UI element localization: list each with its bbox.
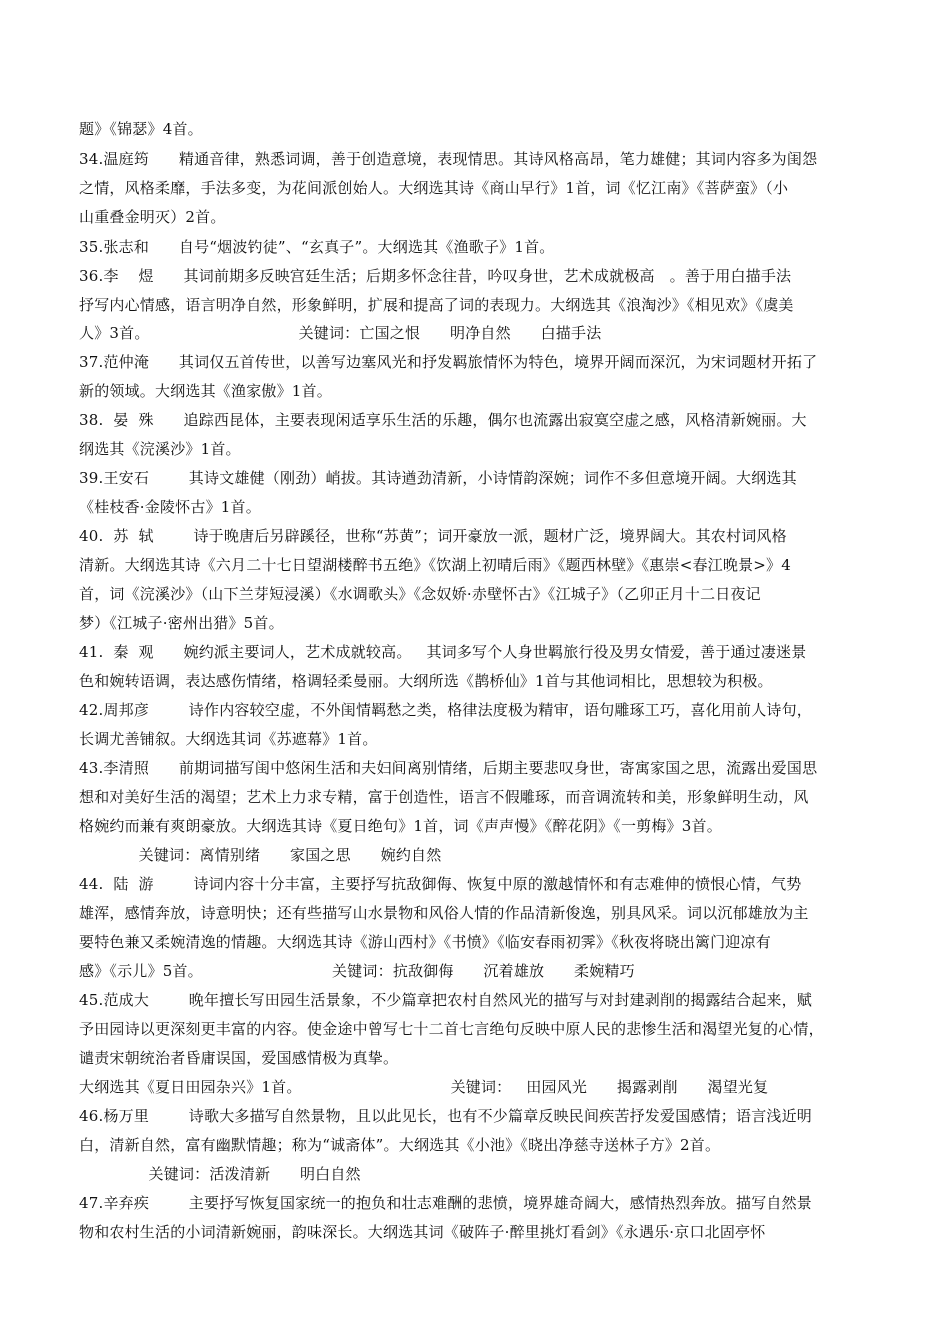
text-line: 《桂枝香·金陵怀古》1首。 [79,498,261,516]
text-line: 之情，风格柔靡，手法多变，为花间派创始人。大纲选其诗《商山早行》1首，词《忆江南》《菩萨蛮》（小 [79,179,789,197]
text-line: 43.李清照 前期词描写闺中悠闲生活和夫妇间离别情绪，后期主要悲叹身世，寄寓家国之思，流露出爱国思 [79,759,818,777]
text-line: 45.范成大 晚年擅长写田园生活景象，不少篇章把农村自然风光的描写与对封建剥削的揭露结合起来，赋 [79,991,813,1009]
text-line: 感》《示儿》5首。 关键词：抗敌御侮 沉着雄放 柔婉精巧 [79,962,635,980]
text-line: 38. 晏 殊 追踪西昆体，主要表现闲适享乐生活的乐趣，偶尔也流露出寂寞空虚之感，风格清新婉丽。大 [79,411,807,429]
text-line: 关键词：离情别绪 家国之思 婉约自然 [79,846,442,864]
text-line: 长调尤善铺叙。大纲选其词《苏遮幕》1首。 [79,730,378,748]
text-line: 36.李 煜 其词前期多反映宫廷生活；后期多怀念往昔，吟叹身世，艺术成就极高 。善于用白描手法 [79,267,792,285]
text-line: 46.杨万里 诗歌大多描写自然景物，且以此见长，也有不少篇章反映民间疾苦抒发爱国感情；语言浅近明 [79,1107,813,1125]
text-line: 白，清新自然，富有幽默情趣；称为“诚斋体”。大纲选其《小池》《晓出净慈寺送林子方》2首。 [79,1136,721,1154]
text-line: 34.温庭筠 精通音律，熟悉词调，善于创造意境，表现情思。其诗风格高昂，笔力雄健；其词内容多为闺怨 [79,150,818,168]
text-line: 37.范仲淹 其词仅五首传世，以善写边塞风光和抒发羁旅情怀为特色，境界开阔而深沉，为宋词题材开拓了 [79,353,818,371]
text-line: 予田园诗以更深刻更丰富的内容。使金途中曾写七十二首七言绝句反映中原人民的悲惨生活和渴望光复的心情， [79,1020,824,1038]
text-line: 关键词：活泼清新 明白自然 [79,1165,361,1183]
text-line: 39.王安石 其诗文雄健（刚劲）峭拔。其诗遒劲清新，小诗情韵深婉；词作不多但意境开阔。大纲选其 [79,469,797,487]
text-line: 格婉约而兼有爽朗豪放。大纲选其诗《夏日绝句》1首，词《声声慢》《醉花阴》《一剪梅》3首。 [79,817,722,835]
text-line: 大纲选其《夏日田园杂兴》1首。 关键词： 田园风光 揭露剥削 渴望光复 [79,1078,769,1096]
text-line: 抒写内心情感，语言明净自然，形象鲜明，扩展和提高了词的表现力。大纲选其《浪淘沙》《相见欢》《虞美 [79,296,794,314]
text-line: 谴责宋朝统治者昏庸误国，爱国感情极为真挚。 [79,1049,399,1067]
text-line: 要特色兼又柔婉清逸的情趣。大纲选其诗《游山西村》《书愤》《临安春雨初霁》《秋夜将晓出篱门迎凉有 [79,933,771,951]
text-line: 35.张志和 自号“烟波钓徒”、“玄真子”。大纲选其《渔歌子》1首。 [79,238,555,256]
text-line: 44. 陆 游 诗词内容十分丰富，主要抒写抗敌御侮、恢复中原的激越情怀和有志难伸的愤恨心情，气势 [79,875,802,893]
text-line: 人》3首。 关键词：亡国之恨 明净自然 白描手法 [79,324,602,342]
text-line: 梦）《江城子·密州出猎》5首。 [79,614,284,632]
text-line: 山重叠金明灭）2首。 [79,208,226,226]
text-line: 雄浑，感情奔放，诗意明快；还有些描写山水景物和风俗人情的作品清新俊逸，别具风采。词以沉郁雄放为主 [79,904,809,922]
text-line: 41. 秦 观 婉约派主要词人，艺术成就较高。 其词多写个人身世羁旅行役及男女情爱，善于通过凄迷景 [79,643,807,661]
text-line: 47.辛弃疾 主要抒写恢复国家统一的抱负和壮志难酬的悲愤，境界雄奇阔大，感情热烈奔放。描写自然景 [79,1194,813,1212]
text-line: 新的领域。大纲选其《渔家傲》1首。 [79,382,332,400]
text-line: 题》《锦瑟》4首。 [79,120,203,138]
text-line: 40. 苏 轼 诗于晚唐后另辟蹊径，世称“苏黄”；词开豪放一派，题材广泛，境界阔大。其农村词风格 [79,527,787,545]
text-line: 纲选其《浣溪沙》1首。 [79,440,241,458]
text-line: 42.周邦彦 诗作内容较空虚，不外闺情羁愁之类，格律法度极为精审，语句雕琢工巧，喜化用前人诗句， [79,701,813,719]
text-line: 物和农村生活的小词清新婉丽，韵味深长。大纲选其词《破阵子·醉里挑灯看剑》《永遇乐·京口北固亭怀 [79,1223,766,1241]
text-line: 想和对美好生活的渴望；艺术上力求专精，富于创造性，语言不假雕琢，而音调流转和美，形象鲜明生动，风 [79,788,809,806]
text-line: 色和婉转语调，表达感伤情绪，格调轻柔曼丽。大纲所选《鹊桥仙》1首与其他词相比，思想较为积极。 [79,672,773,690]
text-line: 清新。大纲选其诗《六月二十七日望湖楼醉书五绝》《饮湖上初晴后雨》《题西林壁》《惠崇<春江晚景>》4 [79,556,791,574]
text-line: 首，词《浣溪沙》（山下兰芽短浸溪）《水调歌头》《念奴娇·赤壁怀古》《江城子》（乙卯正月十二日夜记 [79,585,761,603]
